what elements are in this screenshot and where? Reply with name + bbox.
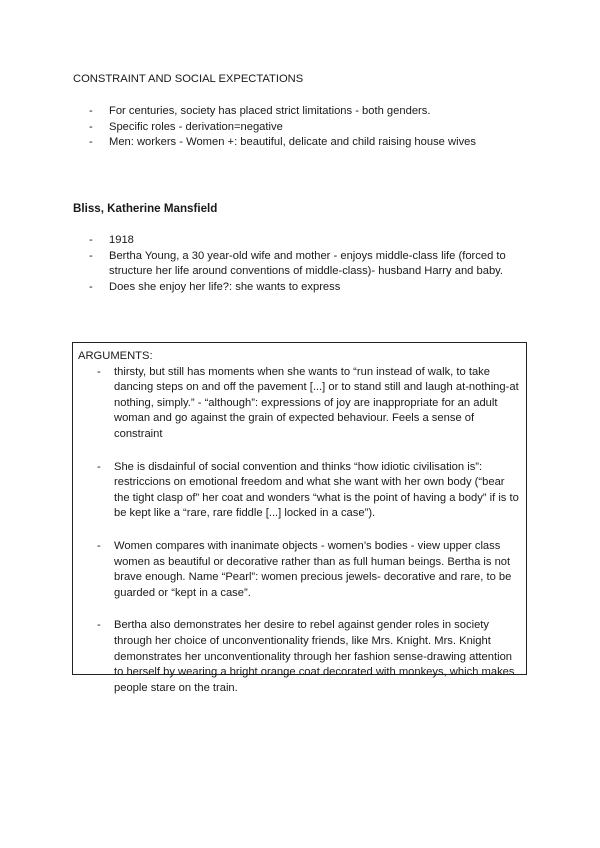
bullet-dash: -: [89, 280, 93, 293]
list-item: [73, 233, 533, 249]
bullet-dash: -: [97, 619, 101, 632]
argument-text: She is disdainful of social convention and thinks “how idiotic civilisation is”: restriccions on emotional freedom and what she want with her own body (“bear the tight clasp of” her coat and wonders “what is the point of having a body” if is to be kept like a “rare, rare fiddle [...] locked in a case”).: [114, 460, 519, 520]
bullet-dash: -: [97, 460, 101, 473]
list-item-text: Does she enjoy her life?: she wants to express: [109, 280, 341, 293]
bullet-dash: -: [97, 365, 101, 378]
argument-text: thirsty, but still has moments when she wants to “run instead of walk, to take dancing steps on and off the pavement [...] or to stand still and laugh at-nothing-at nothing, simply.” - “although”: expressions of joy are inappropriate for an adult woman and go against the grain of expected behaviour. Feels a sense of constraint: [114, 365, 519, 440]
list-item: [73, 120, 533, 136]
argument-text: Bertha also demonstrates her desire to rebel against gender roles in society through her choice of unconventionality friends, like Mrs. Knight. Mrs. Knight demonstrates her unconventionality through her fashion sense-drawing attention to herself by wearing a bright orange coat decorated with monkeys, which makes people stare on the train.: [114, 619, 515, 694]
list-item: [73, 135, 533, 151]
argument-text: Women compares with inanimate objects - women’s bodies - view upper class women as beautiful or decorative rather than as full human beings. Bertha is not brave enough. Name “Pearl”: women precious jewels- decorative and rare, to be guarded or “kept in a case”.: [114, 539, 512, 599]
list-item: [78, 618, 522, 696]
constraint-bullet-list: [73, 104, 533, 151]
arguments-box: [72, 342, 527, 694]
bullet-dash: -: [89, 105, 93, 117]
list-item: [78, 365, 522, 443]
bullet-dash: -: [89, 234, 93, 246]
list-item-text: Bertha Young, a 30 year-old wife and mother - enjoys middle-class life (forced to structure her life around conventions of middle-class)- husband Harry and baby.: [109, 249, 506, 278]
section-heading-constraint: CONSTRAINT AND SOCIAL EXPECTATIONS: [73, 73, 304, 85]
list-item-text: Specific roles - derivation=negative: [109, 120, 283, 133]
list-item-text: For centuries, society has placed strict limitations - both genders.: [109, 105, 431, 117]
list-item: [78, 539, 522, 601]
arguments-list: [78, 365, 522, 697]
list-item: [73, 249, 533, 280]
list-item: [73, 104, 533, 120]
arguments-title: ARGUMENTS:: [78, 350, 153, 362]
list-item-text: Men: workers - Women +: beautiful, delicate and child raising house wives: [109, 136, 476, 149]
list-item-text: 1918: [109, 234, 134, 246]
list-item: [78, 460, 522, 522]
section-heading-bliss: Bliss, Katherine Mansfield: [73, 202, 218, 215]
bullet-dash: -: [97, 539, 101, 552]
list-item: [73, 280, 533, 296]
bullet-dash: -: [89, 136, 93, 149]
bullet-dash: -: [89, 120, 93, 133]
bliss-bullet-list: [73, 233, 533, 295]
bullet-dash: -: [89, 249, 93, 262]
